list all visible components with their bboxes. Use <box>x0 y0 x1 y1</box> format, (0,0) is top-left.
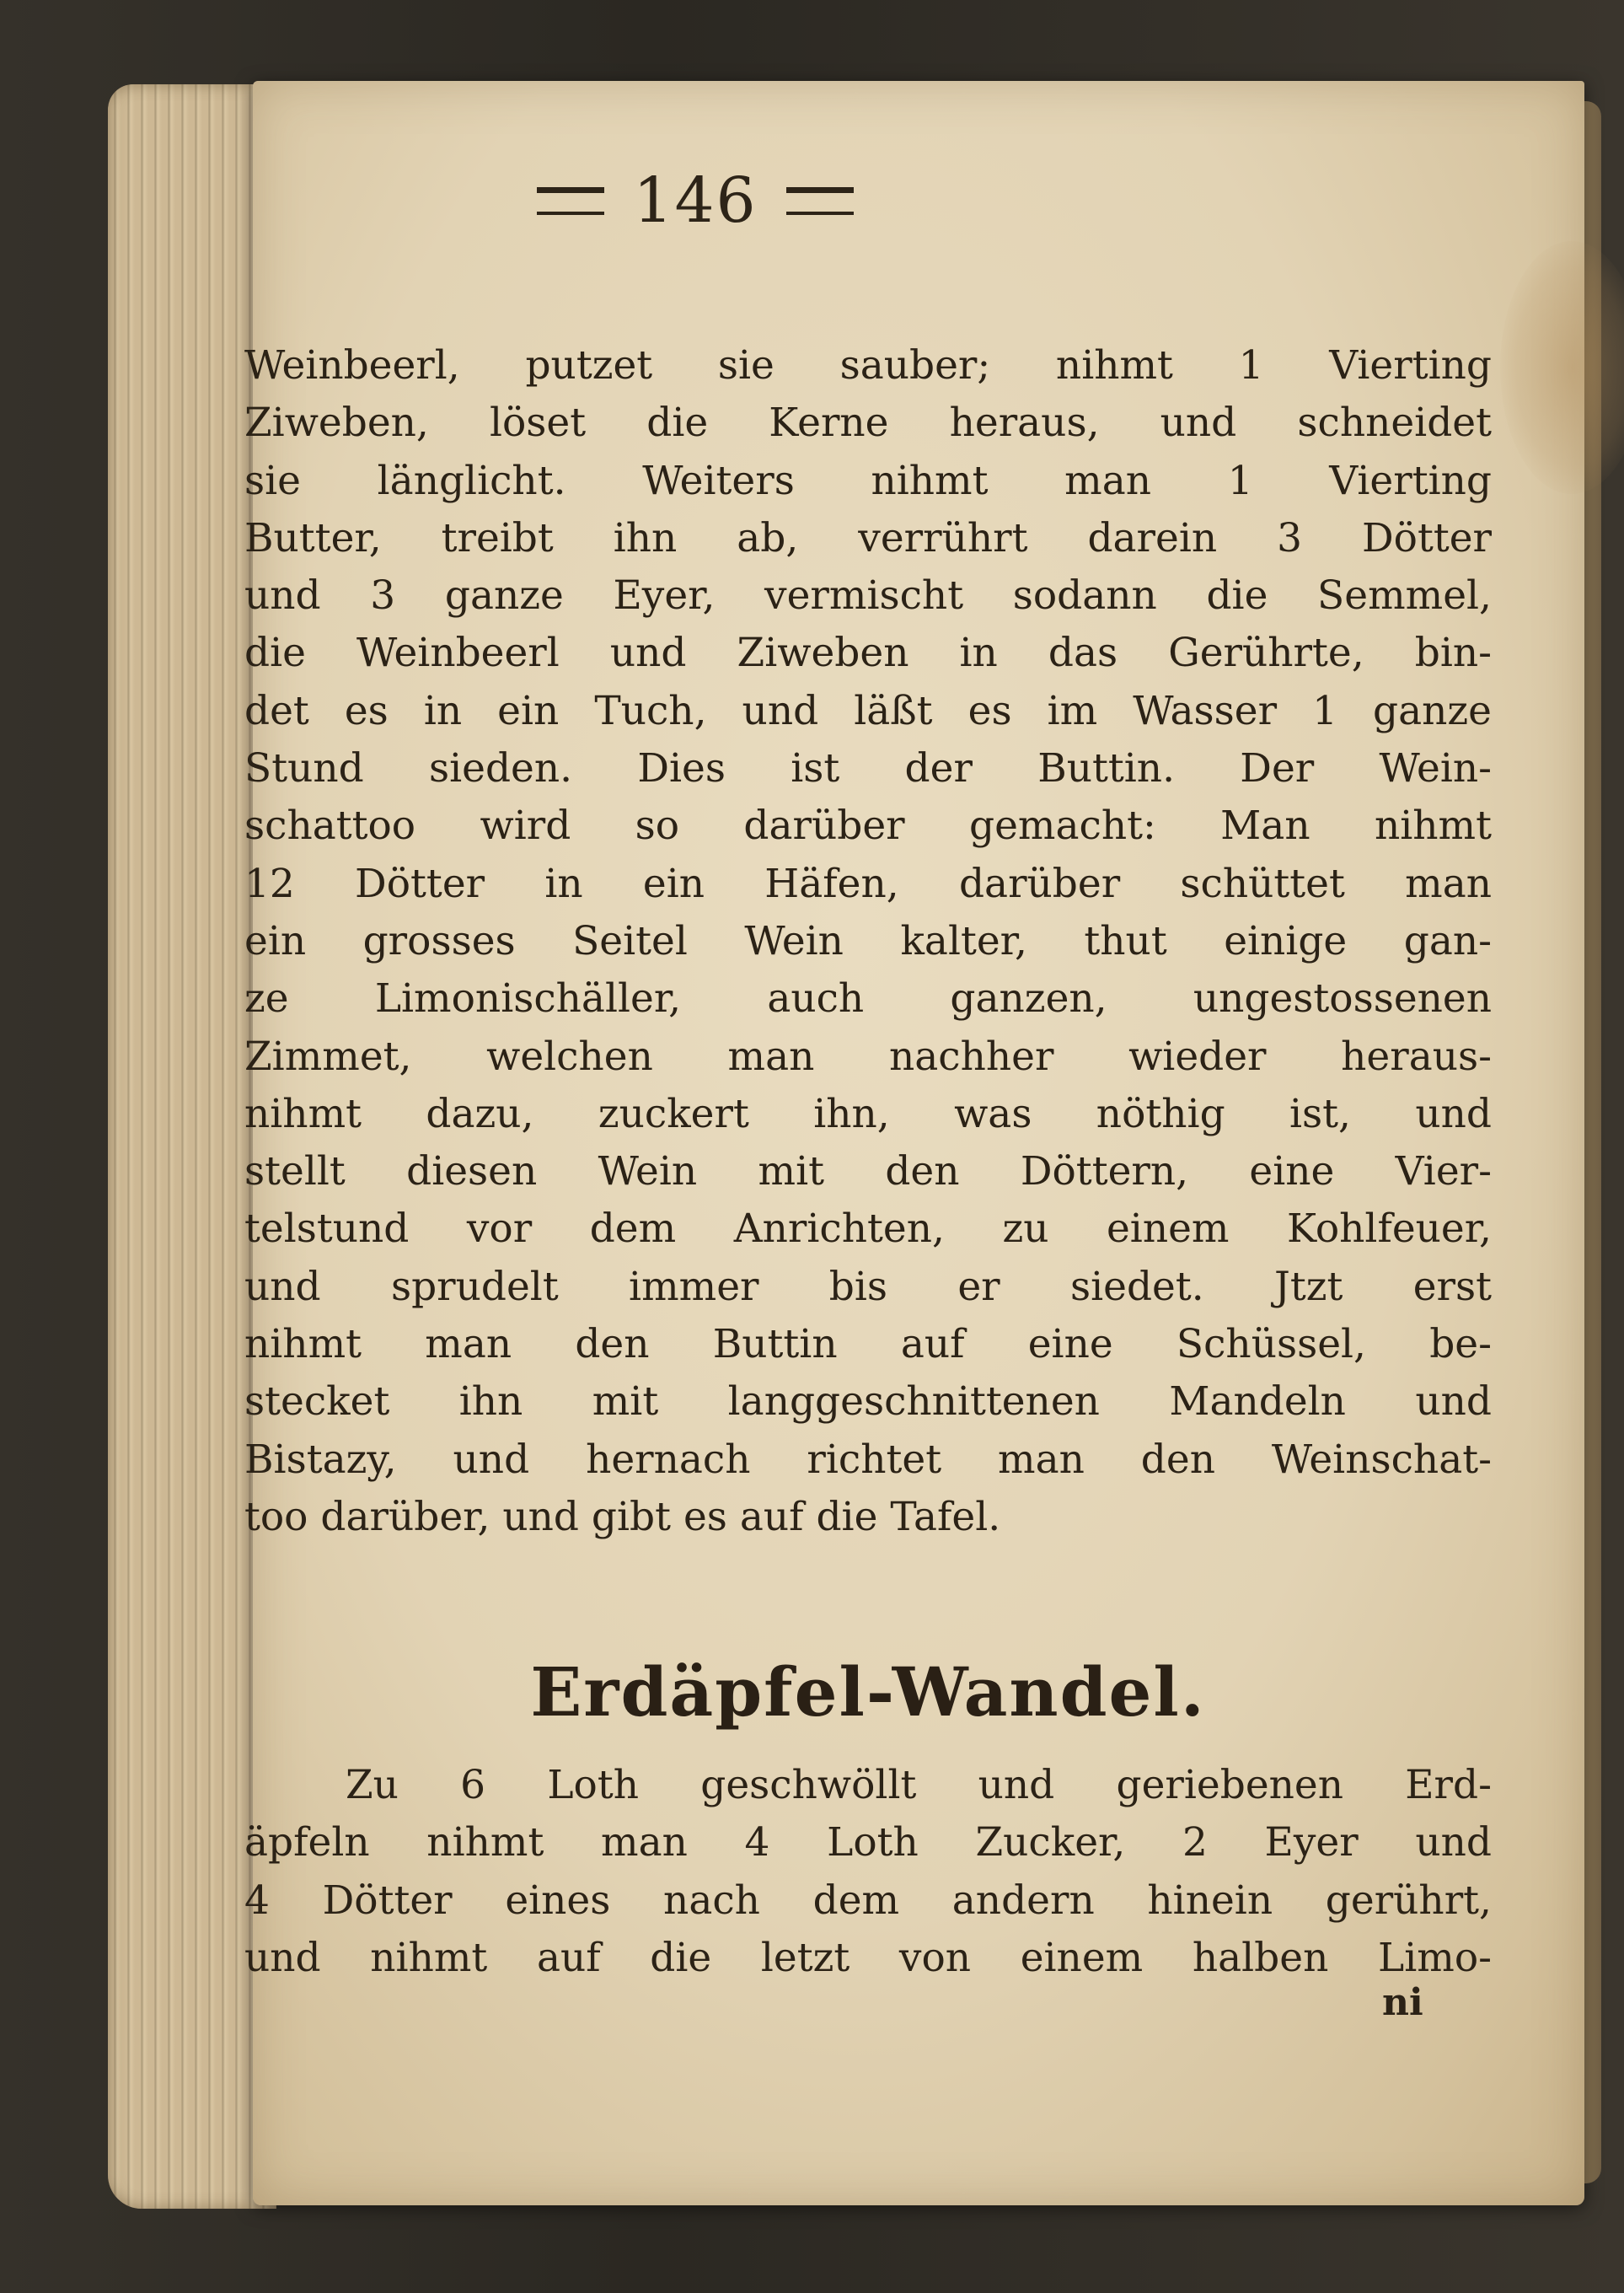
body-line: ze Limonischäller, auch ganzen, ungestossenen <box>244 975 1492 1023</box>
body-line: stellt diesen Wein mit den Döttern, eine Vier- <box>244 1148 1492 1195</box>
body-line: Ziweben, löset die Kerne heraus, und schneidet <box>244 400 1492 447</box>
page-header <box>211 150 1180 251</box>
recipe-text <box>244 1757 1492 1987</box>
body-line: Zimmet, welchen man nachher wieder heraus- <box>244 1033 1492 1080</box>
catchword: ni <box>1382 1981 1423 2024</box>
body-line: Butter, treibt ihn ab, verrührt darein 3 Dötter <box>244 514 1492 561</box>
page-number: 146 <box>633 164 758 237</box>
body-line: stecket ihn mit langgeschnittenen Mandeln und <box>244 1378 1492 1426</box>
body-line: sie länglicht. Weiters nihmt man 1 Vierting <box>244 457 1492 504</box>
recipe-line: und nihmt auf die letzt von einem halben Limo- <box>244 1934 1492 1981</box>
recipe-heading: Erdäpfel-Wandel. <box>530 1652 1206 1732</box>
recipe-line: Zu 6 Loth geschwöllt und geriebenen Erd- <box>346 1762 1492 1808</box>
body-text <box>244 337 1492 1546</box>
recipe-line: 4 Dötter eines nach dem andern hinein gerührt, <box>244 1877 1492 1924</box>
body-line: und sprudelt immer bis er siedet. Jtzt erst <box>244 1263 1492 1310</box>
body-line: nihmt man den Buttin auf eine Schüssel, be- <box>244 1321 1492 1368</box>
body-line: Bistazy, und hernach richtet man den Weinschat- <box>244 1436 1492 1483</box>
header-rule-right <box>786 187 854 215</box>
body-line: ein grosses Seitel Wein kalter, thut einige gan- <box>244 917 1492 964</box>
body-line: too darüber, und gibt es auf die Tafel. <box>244 1493 1001 1540</box>
body-line: telstund vor dem Anrichten, zu einem Kohlfeuer, <box>244 1206 1492 1253</box>
body-line: det es in ein Tuch, und läßt es im Wasser 1 ganze <box>244 687 1492 734</box>
body-line: 12 Dötter in ein Häfen, darüber schüttet man <box>244 860 1492 907</box>
body-line: und 3 ganze Eyer, vermischt sodann die Semmel, <box>244 572 1492 620</box>
body-line: die Weinbeerl und Ziweben in das Gerührte, bin- <box>244 630 1492 677</box>
recipe-line: äpfeln nihmt man 4 Loth Zucker, 2 Eyer und <box>244 1819 1492 1866</box>
body-line: Weinbeerl, putzet sie sauber; nihmt 1 Vierting <box>244 342 1492 389</box>
body-line: nihmt dazu, zuckert ihn, was nöthig ist, und <box>244 1090 1492 1137</box>
body-line: Stund sieden. Dies ist der Buttin. Der Wein- <box>244 745 1492 792</box>
body-line: schattoo wird so darüber gemacht: Man nihmt <box>244 803 1492 850</box>
header-rule-left <box>537 187 604 215</box>
page-stain <box>1500 241 1624 494</box>
